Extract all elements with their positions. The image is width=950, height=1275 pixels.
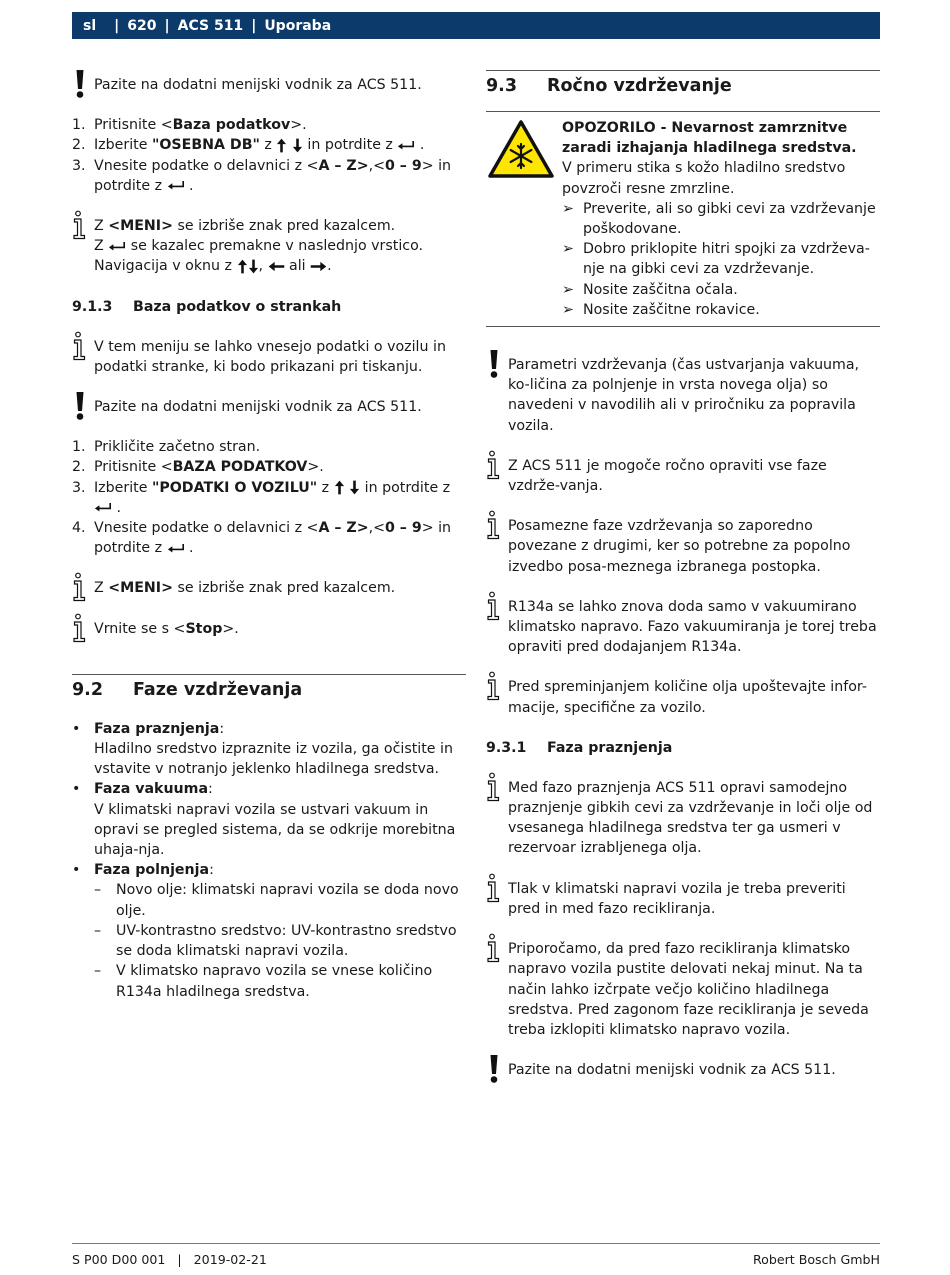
page-header: [72, 12, 880, 39]
right-column: [486, 60, 880, 1080]
list-item: ➢ Nosite zaščitna očala.: [562, 281, 738, 298]
arrow-right-icon: [310, 261, 327, 272]
info-icon: [486, 772, 502, 802]
info-note: Tlak v klimatski napravi vozila je treba preveriti pred in med fazo recikliranja.: [486, 879, 880, 919]
footer-separator: |: [177, 1252, 182, 1267]
frost-warning-icon: [488, 120, 554, 178]
info-note: R134a se lahko znova doda samo v vakuumirano klimatsko napravo. Fazo vakuumiranja je torej treba opraviti pred dodajanjem R134a.: [486, 597, 880, 658]
left-column: [72, 60, 466, 1002]
section-heading-9-3-1: 9.3.1 Faza praznjenja: [486, 739, 673, 756]
info-icon: [72, 331, 88, 361]
info-note: Vrnite se s <Stop>.: [72, 619, 466, 639]
list-item: 3. Vnesite podatke o delavnici z <A – Z>,<0 – 9> in potrdite z .: [72, 157, 452, 194]
list-item: ➢ Dobro priklopite hitri spojki za vzdrževa-nje na gibki cevi za vzdrževanje.: [562, 241, 870, 278]
attention-note: Pazite na dodatni menijski vodnik za ACS 511.: [72, 75, 466, 95]
footer-doc-id: S P00 D00 001: [72, 1252, 166, 1267]
arrow-down-icon: [248, 259, 259, 274]
header-separator: |: [114, 17, 120, 34]
header-separator: |: [164, 17, 170, 34]
info-icon: [486, 591, 502, 621]
exclamation-icon: [72, 391, 88, 421]
section-heading-9-1-3: 9.1.3 Baza podatkov o strankah: [72, 298, 342, 315]
info-note: Posamezne faze vzdrževanja so zaporedno povezane z drugimi, ker so potrebne za popolno izvedbo posa-meznega izbranega postopka.: [486, 516, 880, 577]
exclamation-icon: [72, 69, 88, 99]
enter-key-icon: [167, 543, 185, 554]
warning-box: [486, 111, 880, 327]
footer-date: 2019-02-21: [193, 1252, 267, 1267]
list-item: 1. Pritisnite <Baza podatkov>.: [72, 117, 307, 134]
info-icon: [486, 671, 502, 701]
header-product: ACS 511: [177, 17, 244, 34]
info-note: Z <MENI> se izbriše znak pred kazalcem.: [72, 578, 466, 598]
page-footer: [72, 1243, 880, 1267]
list-item: • Faza polnjenja:: [72, 862, 214, 879]
info-icon: [486, 450, 502, 480]
list-item: ➢ Nosite zaščitne rokavice.: [562, 301, 760, 318]
footer-company: Robert Bosch GmbH: [752, 1252, 880, 1267]
arrow-left-icon: [268, 261, 285, 272]
arrow-up-icon: [237, 259, 248, 274]
header-page-number: 620: [127, 17, 157, 34]
arrow-up-icon: [276, 138, 287, 153]
section-heading-9-2: 9.2 Faze vzdrževanja: [72, 679, 303, 700]
info-icon: [486, 510, 502, 540]
exclamation-icon: [486, 1054, 502, 1084]
info-icon: [72, 613, 88, 643]
section-heading-9-3: 9.3 Ročno vzdrževanje: [486, 76, 732, 96]
header-section: Uporaba: [264, 17, 332, 34]
list-item: 3. Izberite "PODATKI O VOZILU" z in potrdite z .: [72, 479, 451, 516]
list-item: 2. Izberite "OSEBNA DB" z in potrdite z .: [72, 137, 425, 154]
enter-key-icon: [108, 241, 126, 252]
enter-key-icon: [167, 180, 185, 191]
list-item: 2. Pritisnite <BAZA PODATKOV>.: [72, 459, 324, 476]
list-item: ➢ Preverite, ali so gibki cevi za vzdrževanje poškodovane.: [562, 200, 876, 238]
attention-note: Pazite na dodatni menijski vodnik za ACS 511.: [486, 1060, 880, 1080]
info-note: Z <MENI> se izbriše znak pred kazalcem. Z se kazalec premakne v naslednjo vrstico. Navigacija v oknu z , ali .: [72, 216, 466, 277]
attention-note: Pazite na dodatni menijski vodnik za ACS 511.: [72, 397, 466, 417]
info-note: Pred spreminjanjem količine olja upoštevajte infor-macije, specifične za vozilo.: [486, 677, 880, 717]
info-icon: [486, 933, 502, 963]
info-note: V tem meniju se lahko vnesejo podatki o vozilu in podatki stranke, ki bodo prikazani pri tiskanju.: [72, 337, 466, 377]
arrow-down-icon: [292, 138, 303, 153]
list-item: – UV-kontrastno sredstvo: UV-kontrastno sredstvo se doda klimatski napravi vozila.: [94, 922, 457, 960]
header-lang: sl: [83, 17, 97, 34]
info-note: Med fazo praznjenja ACS 511 opravi samodejno praznjenje gibkih cevi za vzdrževanje in loči olje od vsesanega hladilnega sredstva ter ga usmeri v rezervoar izrabljenega olja.: [486, 778, 880, 859]
list-item: – V klimatsko napravo vozila se vnese količino R134a hladilnega sredstva.: [94, 963, 433, 1000]
list-item: • Faza vakuuma: V klimatski napravi vozila se ustvari vakuum in opravi se pregled sistema, da se odkrije morebitna uhaja-nja.: [72, 781, 456, 859]
info-icon: [72, 210, 88, 240]
arrow-down-icon: [349, 480, 360, 495]
info-icon: [72, 572, 88, 602]
info-icon: [486, 873, 502, 903]
enter-key-icon: [94, 502, 112, 513]
list-item: • Faza praznjenja: Hladilno sredstvo izpraznite iz vozila, ga očistite in vstavite v notranjo jeklenko hladilnega sredstva.: [72, 720, 453, 778]
arrow-up-icon: [334, 480, 345, 495]
attention-note: Parametri vzdrževanja (čas ustvarjanja vakuuma, ko-ličina za polnjenje in vrsta novega olja) so navedeni v navodilih ali v priročniku za popravila vozila.: [486, 355, 880, 436]
enter-key-icon: [397, 140, 415, 151]
header-separator: |: [251, 17, 257, 34]
list-item: – Novo olje: klimatski napravi vozila se doda novo olje.: [94, 882, 459, 919]
warning-text: V primeru stika s kožo hladilno sredstvo povzroči resne zmrzline.: [562, 160, 846, 197]
exclamation-icon: [486, 349, 502, 379]
list-item: 1. Prikličite začetno stran.: [72, 439, 261, 456]
warning-title: OPOZORILO - Nevarnost zamrznitve zaradi izhajanja hladilnega sredstva.: [562, 120, 857, 157]
info-note: Z ACS 511 je mogoče ročno opraviti vse faze vzdrže-vanja.: [486, 456, 880, 496]
list-item: 4. Vnesite podatke o delavnici z <A – Z>,<0 – 9> in potrdite z .: [72, 520, 452, 557]
info-note: Priporočamo, da pred fazo recikliranja klimatsko napravo vozila pustite delovati nekaj minut. Na ta način lahko izčrpate večjo količino hladilnega sredstva. Pred zagonom faze recikliranja je seveda treba izklopiti klimatsko napravo vozila.: [486, 939, 880, 1040]
